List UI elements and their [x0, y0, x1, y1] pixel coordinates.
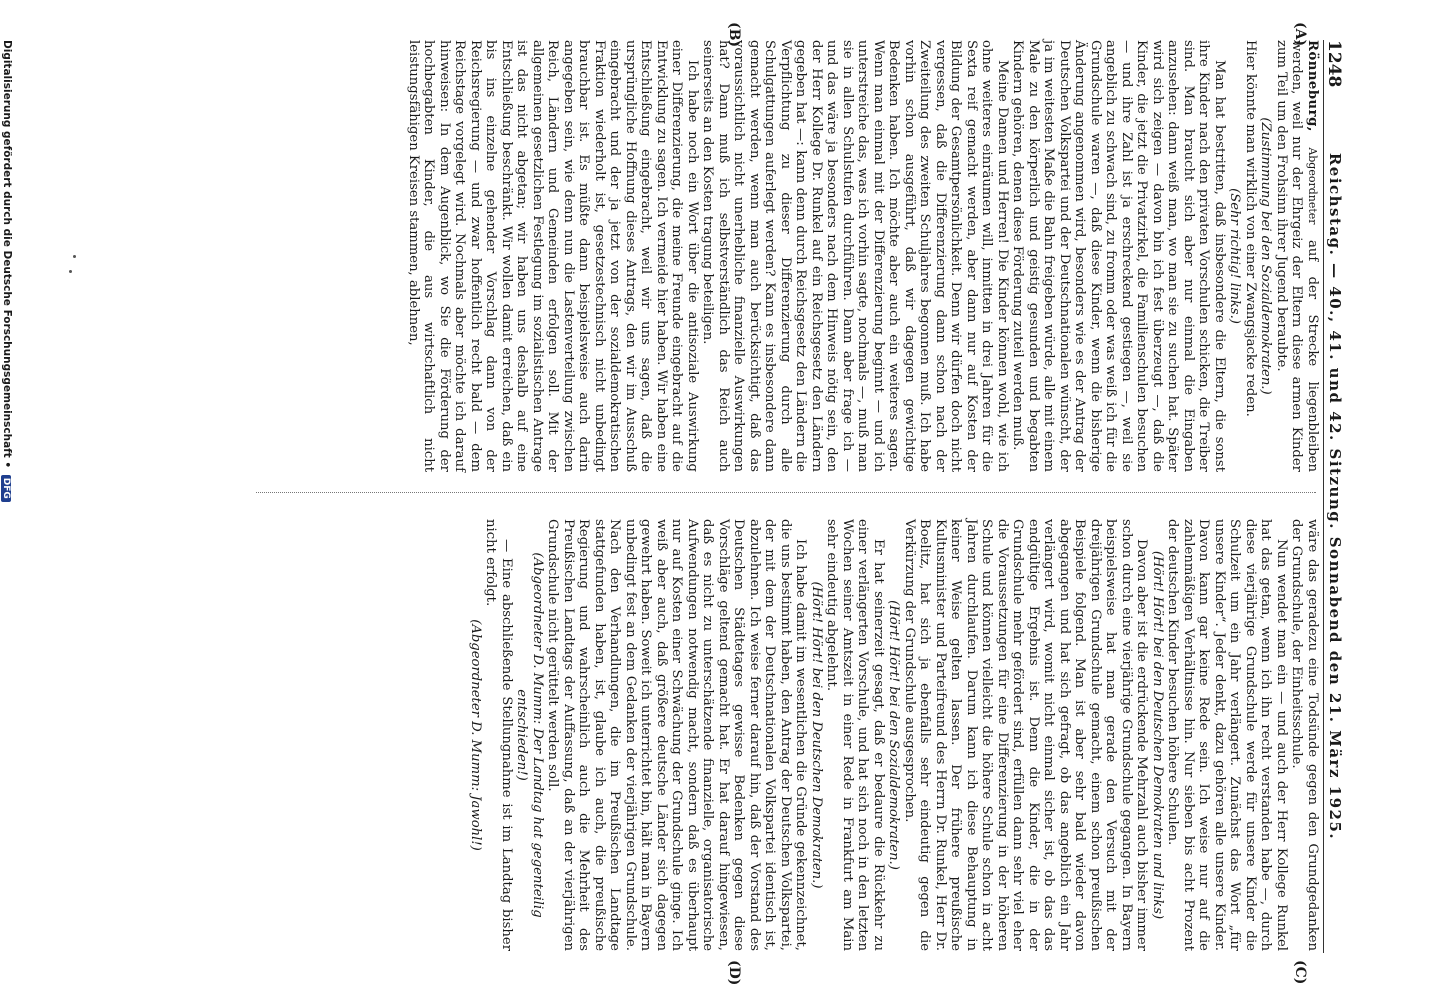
paragraph: Man hat bestritten, daß insbesondere die Eltern, die sonst ihre Kinder nach den privaten Vorschulen schicken, die Treiber sind. Man braucht sich aber nur einmal die Eingaben anzusehen: dann weiß man, wo man sie zu suchen hat. Später wird sich zeigen — davon bin ich fest überzeugt —, daß die Kinder, die jetzt die Privatzirkel, die Familienschulen besuchen — und ihre Zahl ist ja erschreckend gestiegen —, weil sie angeblich zu schwach sind, zu fromm oder was weiß ich für die Grundschule waren —, daß diese Kinder, wenn die bisherige Änderung angenommen wird, besonders wie es der Antrag der Deutschen Volkspartei und der Deutschnationalen wünscht, der ja im weitesten Maße die Bahn freigeben würde, alle mit einem Male zu den körperlich und geistig gesunden und begabten Kindern gehören, denen diese Förderung zuteil werden muß. [1010, 40, 1227, 472]
page-number: 1248 [1324, 40, 1344, 88]
left-para-0 [1274, 40, 1321, 472]
dfg-logo: DFG [1, 475, 11, 502]
left-column [406, 40, 1321, 472]
credit-text: Digitalisierung gefördert durch die Deutsche Forschungsgemeinschaft • [1, 40, 13, 469]
speaker-name: Rönneburg, [1305, 40, 1320, 132]
paragraph: Meine Damen und Herren! Die Kinder können wohl, wie ich ohne weiteres einräumen will, inmitten in drei Jahren für die Sexta reif gemacht werden, aber dann nur auf Kosten der Bildung der Gesamtpersönlichkeit. Denn wir dürfen doch nicht vergessen, daß die Differenzierung dann schon nach der Zweiteilung des zweiten Schuljahres begonnen muß. Ich habe vorhin schon ausgeführt, daß wir dagegen gewichtige Bedenken haben. Ich möchte aber auch ein weiteres sagen. Wenn man einmal mit der Differenzierung beginnt — und ich unterstreiche das, was ich vorhin sagte, nochmals —, muß man sie in allen Schulstufen durchführen. Dann aber frage ich — und das wäre ja besonders nach dem Hinweis nötig sein, den der Herr Kollege Dr. Runkel auf ein Reichsgesetz den Ländern gegeben hat —: kann denn durch Reichsgesetz den Ländern die Verpflichtung zu dieser Differenzierung durch alle Schulgattungen auferlegt werden? Kann es insbesondere dann gemacht werden, wenn man auch berücksichtigt, daß das voraussichtlich nicht unerhebliche finanzielle Auswirkungen hat? Dann muß ich selbstverständlich das Reich auch seinerseits an den Kosten tragung beteiligen. [700, 40, 1010, 472]
paragraph-text: auf der Strecke liegenbleiben werden, weil nur der Ehrgeiz der Eltern diese armen Kinder zum Teil um den Frohsinn ihrer Jugend beraubte. [1274, 40, 1320, 472]
interjection: (Abgeordneter D. Mumm: Der Landtag hat gegenteilig entschieden!) [514, 552, 545, 918]
paragraph: Ich habe damit im wesentlichen die Gründe gekennzeichnet, die uns bestimmt haben, den Antrag der Deutschen Volkspartei, der mit dem der Deutschnationalen Volkspartei identisch ist, abzulehnen. Ich weise ferner darauf hin, daß der Vorstand des Deutschen Städtetages gewisse Bedenken gegen diese Vorschläge geltend gemacht hat. Er hat darauf hingewiesen, daß es nicht zu unterschätzende finanzielle, organisatorische Aufwendungen notwendig macht, sondern daß es überhaupt nur auf Kosten einer Schwächung der Grundschule ginge. Ich weiß aber auch, daß größere deutsche Länder sich dagegen gewehrt haben. Soweit ich unterrichtet bin, hält man in Bayern unbedingt fest an dem Gedanken der vierjährigen Grundschule. Nach den Verhandlungen, die im Preußischen Landtage stattgefunden haben, ist, glaube ich auch, die preußische Regierung und wahrscheinlich auch die Mehrheit des Preußischen Landtags der Auffassung, daß an der vierjährigen Grundschule nicht gerüttelt werden soll. [545, 519, 809, 951]
header-rule [1323, 40, 1324, 953]
digitization-credit [1, 40, 13, 502]
interjection: (Zustimmung bei den Sozialdemokraten.) [1258, 117, 1274, 395]
paragraph: Davon aber ist die erdrückende Mehrzahl auch bisher immer schon durch eine vierjährige Grundschule gegangen. In Bayern beispielsweise hat man gerade den Versuch mit der dreijährigen Grundschule gemacht, einem schon preußischen Beispiele folgend. Man ist aber sehr bald wieder davon abgegangen und hat sich gefragt, ob das angeblich ein Jahr verlängert wird, womit nicht einmal sicher ist, ob das das endgültige Ergebnis ist. Denn die Kinder, die in der Grundschule mehr gefördert sind, erfüllen dann sehr viel eher die Voraussetzungen für eine Differenzierung in der höheren Schule und können vielleicht die höhere Schule schon in acht Jahren durchlaufen. Darum kann ich diese Behauptung in keiner Weise gelten lassen. Der frühere preußische Kultusminister und Parteifreund des Herrn Dr. Runkel, Herr Dr. Boelitz, hat sich ja ebenfalls sehr eindeutig gegen die Verkürzung der Grundschule ausgesprochen. [902, 519, 1150, 951]
scan-speck [73, 255, 76, 258]
margin-marker-a: (A) [1292, 22, 1308, 47]
speaker-role: Abgeordneter [1306, 147, 1319, 225]
paragraph: Er hat seinerzeit gesagt, daß er bedaure die Rückkehr zu einer verlängerten Vorschule, und hat sich noch in den letzten Wochen seiner Amtszeit in einer Rede in Frankfurt am Main sehr eindeutig abgelehnt. [824, 519, 886, 951]
paragraph: Ich habe noch ein Wort über die antisoziale Auswirkung einer Differenzierung, die meine Freunde eingebracht auf die Entwicklung zu sagen. Ich vermeide hier haben. Wir haben eine Entschließung eingebracht, weil wir uns sagen, daß die ursprüngliche Hoffnung dieses Antrags, den wir im Ausschuß eingebracht und der ja jetzt von der sozialdemokratischen Fraktion wiederholt ist, gesetzestechnisch nicht unbedingt brauchbar ist. Es müßte dann beispielsweise auch darin angegeben sein, wie denn nun die Lastenverteilung zwischen Reich, Ländern und Gemeinden erfolgen soll. Mit der allgemeinen gesetzlichen Festlegung im sozialistischen Antrage ist das nicht abgetan; wir haben uns deshalb auf eine Entschließung beschränkt. Wir wollen damit erreichen, daß ein bis ins einzelne gehender Vorschlag dann von der Reichsregierung — und zwar hoffentlich recht bald — dem Reichstage vorgelegt wird. Nochmals aber möchte ich darauf hinweisen: In dem Augenblick, wo Sie die Förderung der hochbegabten Kinder, die aus wirtschaftlich nicht leistungsfähigen Kreisen stammen, ablehnen, [406, 40, 700, 472]
margin-marker-c: (C) [1292, 960, 1308, 985]
margin-marker-b: (B) [726, 22, 742, 48]
interjection: (Abgeordneter D. Mumm: Jawohl!) [468, 619, 483, 851]
paragraph: Hier könnte man wirklich von einer Zwangsjacke reden. [1243, 40, 1258, 417]
paragraph: — Eine abschließende Stellungnahme ist im Landtag bisher nicht erfolgt. [483, 519, 514, 951]
margin-marker-d: (D) [726, 960, 742, 986]
paragraph: wäre das geradezu eine Todsünde gegen den Grundgedanken der Grundschule, der Einheitsschule. [1289, 519, 1320, 951]
right-column [468, 519, 1321, 951]
interjection: (Hört! Hört! bei den Deutschen Demokraten.) [809, 581, 824, 889]
interjection: (Sehr richtig! links.) [1227, 188, 1243, 324]
page-title: Reichstag. — 40., 41. und 42. Sitzung. Sonnabend den 21. März 1925. [1326, 152, 1344, 841]
interjection: (Hört! Hört! bei den Sozialdemokraten.) [886, 600, 902, 870]
scan-speck [69, 270, 72, 273]
paragraph: Nun wendet man ein — und auch der Herr Kollege Runkel hat das getan, wenn ich ihn recht verstanden habe —, durch diese vierjährige Grundschule werde für unsere Kinder die Schulzeit um ein Jahr verlängert. Zunächst das Wort „für unsere Kinder“. Jeder denkt, dazu gehören alle unsere Kinder. Davon kann gar keine Rede sein. Ich weise nur auf die zahlenmäßigen Verhältnisse hin. Nur sieben bis acht Prozent der deutschen Kinder besuchen höhere Schulen. [1165, 519, 1289, 951]
column-divider [256, 492, 1316, 493]
interjection: (Hört! Hört! bei den Deutschen Demokraten und links) [1150, 550, 1165, 920]
